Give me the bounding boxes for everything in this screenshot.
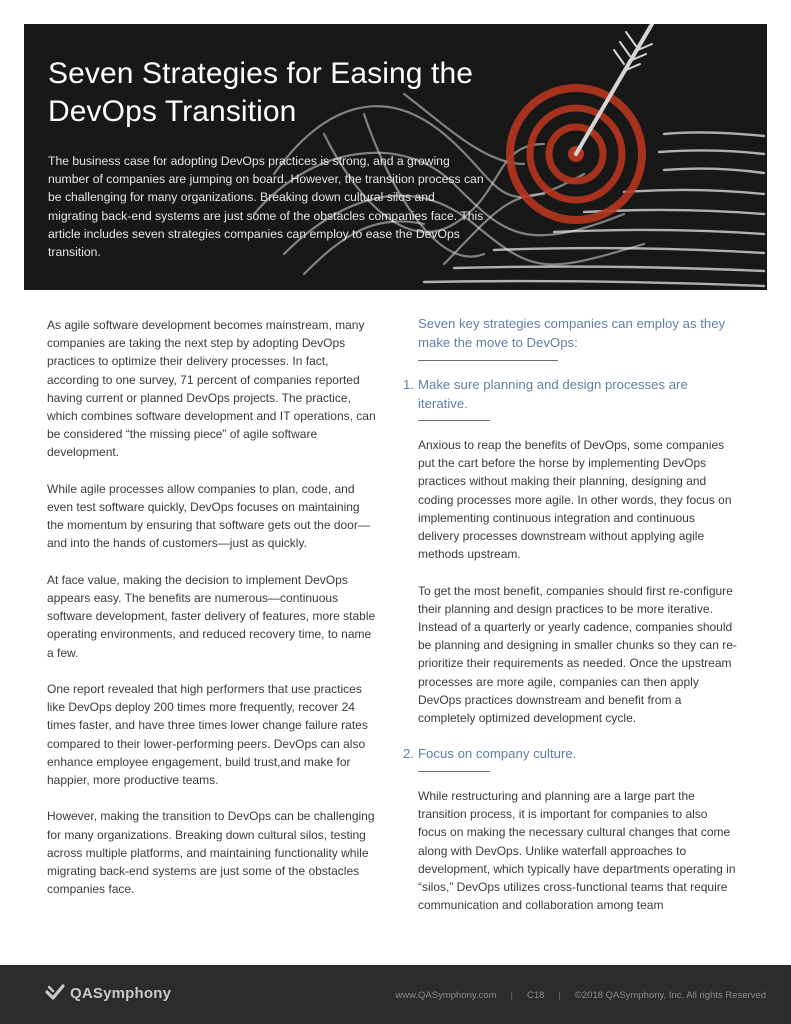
- divider: [418, 360, 558, 361]
- checkmark-logo-icon: [45, 983, 65, 1003]
- title-line-1: Seven Strategies for Easing the: [48, 57, 474, 90]
- article-title: [48, 55, 518, 131]
- body-paragraph: While agile processes allow companies to plan, code, and even test software quickly, DevOps focuses on maintaining the momentum by ensuring that software gets out the door—and into the hands of customers—just as quickly.: [47, 481, 370, 551]
- footer-separator: |: [558, 990, 561, 1001]
- body-paragraph: While restructuring and planning are a large part the transition process, it is important for companies to also focus on making the necessary cultural changes that come along with DevOps. Unlike waterfall approaches to development, which typically have departments operating in “silos,” DevOps utilizes cross-functional teams that require communication and collaboration among team: [418, 788, 736, 913]
- body-paragraph: Anxious to reap the benefits of DevOps, some companies put the cart before the horse by implementing DevOps practices without making their planning, designing and coding processes more agile. In other words, they focus on implementing continuous integration and continuous delivery processes downstream without applying agile methods upstream.: [418, 438, 732, 562]
- body-paragraph: To get the most benefit, companies should first re-configure their planning and design practices to be more iterative. Instead of a quarterly or yearly cadence, companies should be planning and designing in smaller chunks so they can re-prioritize their requirements as needed. Once the upstream processes are more agile, companies can then apply DevOps practices downstream and benefit from a completely optimized development cycle.: [418, 583, 737, 726]
- section-heading-text: Focus on company culture.: [418, 746, 577, 762]
- section-heading-2: [403, 745, 733, 764]
- body-paragraph: At face value, making the decision to implement DevOps appears easy. The benefits are numerous—continuous software development, faster delivery of features, more stable operating environments, and reduced recovery time, to name a few.: [47, 572, 376, 660]
- footer-separator: |: [510, 990, 513, 1001]
- body-paragraph: As agile software development becomes mainstream, many companies are taking the next step by adopting DevOps practices to optimize their delivery processes. In fact, according to one survey, 71 percent of companies reported having current or planned DevOps projects. The practice, which combines software development and IT operations, can be considered “the missing piece” of agile software development.: [47, 318, 376, 460]
- article-intro: The business case for adopting DevOps practices is strong, and a growing number of companies are jumping on board. However, the transition process can be challenging for many organizations. Breaking down cultural silos and migrating back-end systems are just some of the obstacles companies face. This article includes seven strategies companies can employ to ease the DevOps transition.: [48, 154, 484, 260]
- hero-banner: [24, 24, 767, 290]
- section-number: 2.: [403, 746, 414, 762]
- body-paragraph: However, making the transition to DevOps can be challenging for many organizations. Breaking down cultural silos, testing across multiple platforms, and maintaining functionality while migrating back-end systems are just some of the obstacles companies face.: [47, 809, 375, 897]
- section-number: 1.: [403, 377, 414, 392]
- footer-meta: [395, 990, 766, 1001]
- footer-page-code: C18: [526, 990, 545, 1001]
- right-column: [403, 315, 748, 933]
- logo-text: QASymphony: [70, 984, 172, 1002]
- footer-website[interactable]: www.QASymphony.com: [395, 990, 497, 1001]
- divider: [418, 420, 490, 421]
- title-line-2: DevOps Transition: [48, 95, 297, 128]
- footer-copyright: ©2018 QASymphony, Inc. All rights Reserved: [574, 990, 766, 1001]
- left-column: [47, 316, 377, 917]
- body-paragraph: One report revealed that high performers that use practices like DevOps deploy 200 times more frequently, recover 24 times faster, and have three times lower change failure rates compared to their lower-performing peers. DevOps can also enhance employee engagement, build trust,and make for happier, more productive teams.: [47, 682, 368, 788]
- page-footer: [0, 965, 791, 1024]
- strategies-lead: Seven key strategies companies can employ as they make the move to DevOps:: [418, 316, 726, 350]
- section-heading-1: [403, 376, 733, 413]
- section-heading-text: Make sure planning and design processes are iterative.: [418, 377, 688, 411]
- divider: [418, 771, 490, 772]
- company-logo: [45, 983, 171, 1003]
